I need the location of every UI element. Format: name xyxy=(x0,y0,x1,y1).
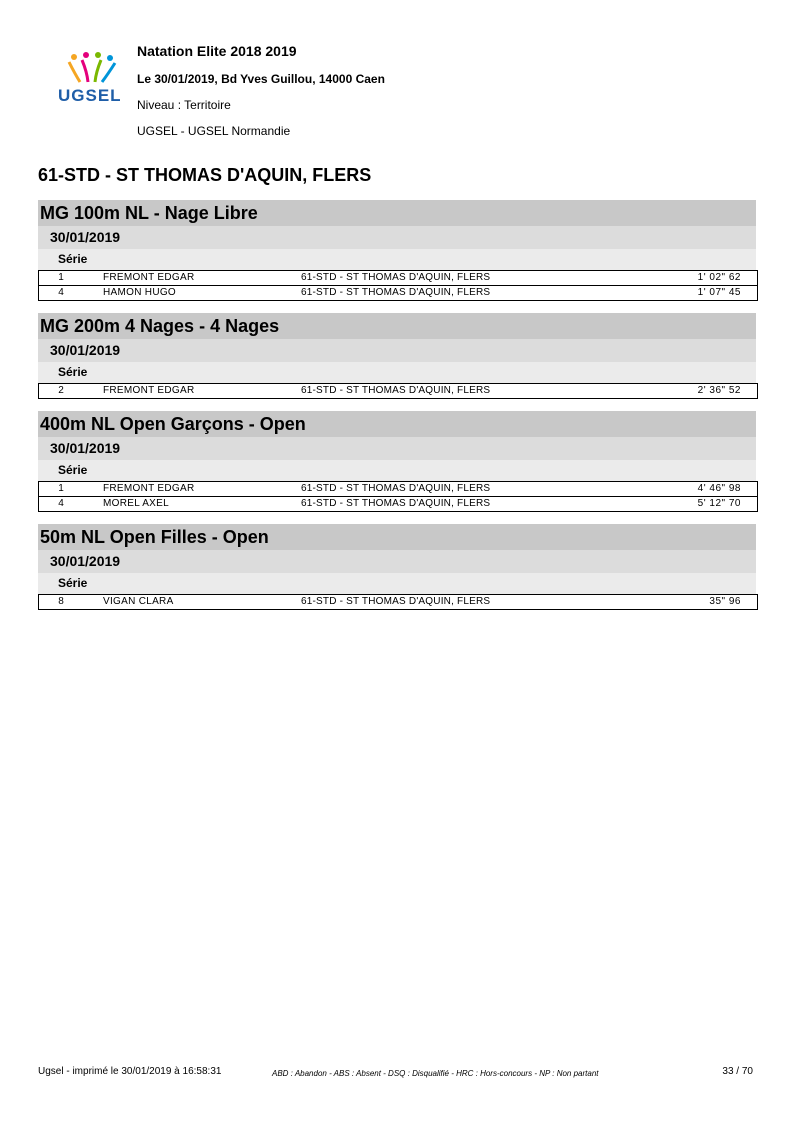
result-time: 35" 96 xyxy=(641,595,757,610)
swimmer-club: 61-STD - ST THOMAS D'AQUIN, FLERS xyxy=(301,595,641,610)
result-time: 4' 46" 98 xyxy=(641,482,757,497)
ugsel-logo xyxy=(58,52,130,108)
table-row xyxy=(39,384,758,399)
page-header xyxy=(0,0,793,150)
swimmers-logo-icon xyxy=(66,52,118,86)
results-table xyxy=(38,481,758,512)
results-table xyxy=(38,270,758,301)
meet-organization: UGSEL - UGSEL Normandie xyxy=(137,124,291,138)
results-table xyxy=(38,594,758,610)
swimmer-name: FREMONT EDGAR xyxy=(83,271,301,286)
meet-level: Niveau : Territoire xyxy=(137,98,231,112)
event-block xyxy=(38,313,756,399)
swimmer-name: HAMON HUGO xyxy=(83,286,301,301)
result-rank: 1 xyxy=(39,271,84,286)
event-block xyxy=(38,200,756,301)
meet-date-location: Le 30/01/2019, Bd Yves Guillou, 14000 Caen xyxy=(137,72,385,86)
result-rank: 2 xyxy=(39,384,84,399)
event-title: MG 100m NL - Nage Libre xyxy=(38,200,756,226)
result-time: 1' 07" 45 xyxy=(641,286,757,301)
event-title: 400m NL Open Garçons - Open xyxy=(38,411,756,437)
swimmer-club: 61-STD - ST THOMAS D'AQUIN, FLERS xyxy=(301,497,641,512)
club-title: 61-STD - ST THOMAS D'AQUIN, FLERS xyxy=(38,165,372,185)
event-date: 30/01/2019 xyxy=(38,437,756,460)
table-row xyxy=(39,497,758,512)
event-block xyxy=(38,411,756,512)
print-info: Ugsel - imprimé le 30/01/2019 à 16:58:31 xyxy=(38,1066,222,1077)
swimmer-name: MOREL AXEL xyxy=(83,497,301,512)
swimmer-name: VIGAN CLARA xyxy=(83,595,301,610)
table-row xyxy=(39,271,758,286)
page-footer xyxy=(38,1066,756,1082)
abbreviation-legend: ABD : Abandon - ABS : Absent - DSQ : Disqualifié - HRC : Hors-concours - NP : Non partant xyxy=(272,1069,599,1078)
swimmer-club: 61-STD - ST THOMAS D'AQUIN, FLERS xyxy=(301,384,641,399)
result-rank: 4 xyxy=(39,497,84,512)
serie-label: Série xyxy=(38,249,756,270)
swimmer-name: FREMONT EDGAR xyxy=(83,384,301,399)
event-block xyxy=(38,524,756,610)
event-title: MG 200m 4 Nages - 4 Nages xyxy=(38,313,756,339)
logo-wordmark: UGSEL xyxy=(58,86,122,105)
table-row xyxy=(39,286,758,301)
result-time: 1' 02" 62 xyxy=(641,271,757,286)
event-date: 30/01/2019 xyxy=(38,226,756,249)
table-row xyxy=(39,595,758,610)
page-number: 33 / 70 xyxy=(722,1066,753,1077)
result-rank: 8 xyxy=(39,595,84,610)
results-table xyxy=(38,383,758,399)
event-date: 30/01/2019 xyxy=(38,550,756,573)
swimmer-club: 61-STD - ST THOMAS D'AQUIN, FLERS xyxy=(301,271,641,286)
serie-label: Série xyxy=(38,573,756,594)
swimmer-club: 61-STD - ST THOMAS D'AQUIN, FLERS xyxy=(301,286,641,301)
swimmer-name: FREMONT EDGAR xyxy=(83,482,301,497)
result-time: 2' 36" 52 xyxy=(641,384,757,399)
serie-label: Série xyxy=(38,460,756,481)
result-rank: 4 xyxy=(39,286,84,301)
events-list xyxy=(38,200,756,622)
serie-label: Série xyxy=(38,362,756,383)
event-date: 30/01/2019 xyxy=(38,339,756,362)
swimmer-club: 61-STD - ST THOMAS D'AQUIN, FLERS xyxy=(301,482,641,497)
result-time: 5' 12" 70 xyxy=(641,497,757,512)
table-row xyxy=(39,482,758,497)
result-rank: 1 xyxy=(39,482,84,497)
meet-title: Natation Elite 2018 2019 xyxy=(137,43,297,59)
event-title: 50m NL Open Filles - Open xyxy=(38,524,756,550)
